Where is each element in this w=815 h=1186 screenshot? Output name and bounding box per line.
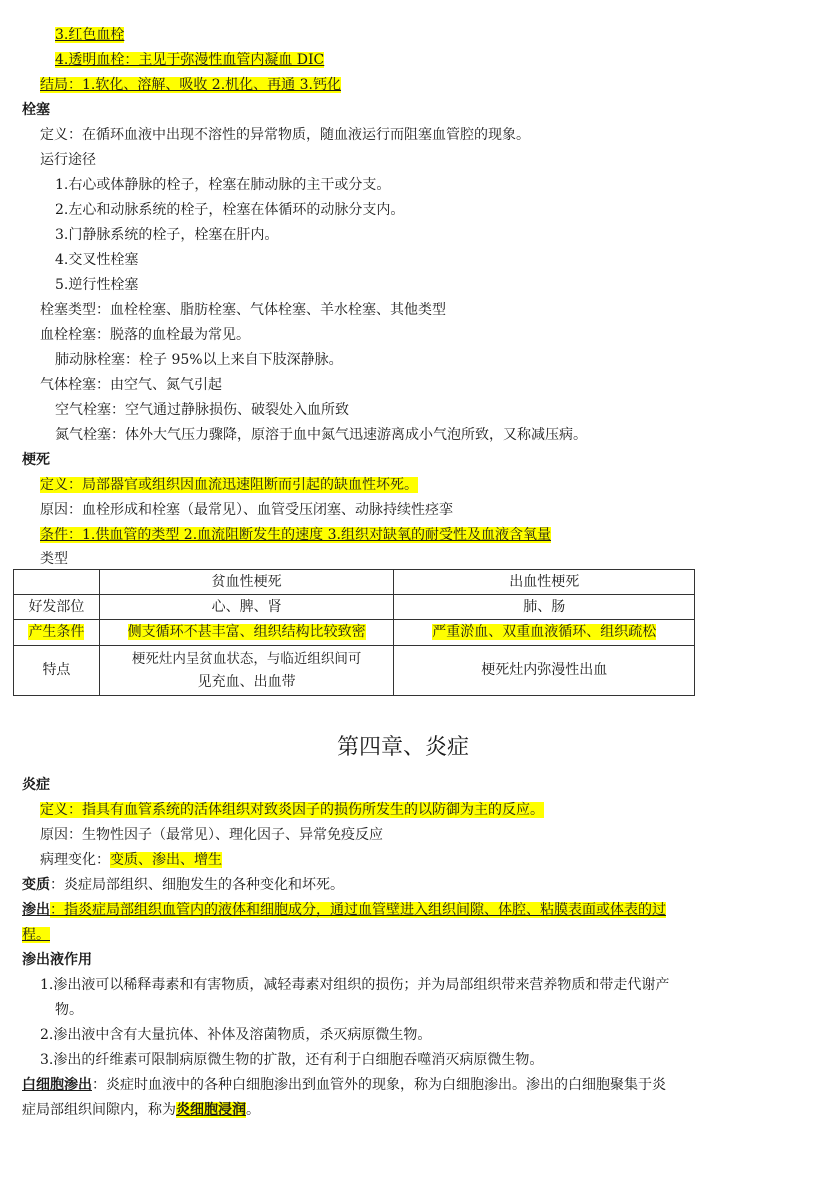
table-cell: 心、脾、肾 (99, 595, 394, 620)
table-cell: 侧支循环不甚丰富、组织结构比较致密 (99, 620, 394, 646)
exudate-heading: 渗出液作用 (22, 952, 92, 968)
embolism-route-4: 4.交叉性栓塞 (55, 252, 139, 268)
table-cell: 严重淤血、双重血液循环、组织疏松 (394, 620, 695, 646)
table-cell: 好发部位 (14, 595, 100, 620)
inflammation-definition: 定义：指具有血管系统的活体组织对致炎因子的损伤所发生的以防御为主的反应。 (40, 802, 544, 818)
table-header-row (14, 570, 695, 595)
exudate-function-1: 1.渗出液可以稀释毒素和有害物质，减轻毒素对组织的损伤；并为局部组织带来营养物质和带走代谢产 (40, 977, 670, 993)
inflammation-cause: 原因：生物性因子（最常见）、理化因子、异常免疫反应 (40, 827, 383, 843)
thrombus-red: 3.红色血栓 (55, 27, 125, 43)
exudate-function-2: 2.渗出液中含有大量抗体、补体及溶菌物质，杀灭病原微生物。 (40, 1027, 432, 1043)
chapter-title: 第四章、炎症 (337, 735, 470, 760)
table-row (14, 595, 695, 620)
infarction-type-table (13, 569, 695, 696)
embolism-definition: 定义：在循环血液中出现不溶性的异常物质，随血液运行而阻塞血管腔的现象。 (40, 127, 530, 143)
table-header-cell (14, 570, 100, 595)
table-header-cell: 贫血性梗死 (99, 570, 394, 595)
embolism-types: 栓塞类型：血栓栓塞、脂肪栓塞、气体栓塞、羊水栓塞、其他类型 (40, 302, 446, 318)
table-cell: 产生条件 (14, 620, 100, 646)
infarction-definition: 定义：局部器官或组织因血流迅速阻断而引起的缺血性坏死。 (40, 477, 418, 493)
embolism-route-3: 3.门静脉系统的栓子，栓塞在肝内。 (55, 227, 279, 243)
exudate-function-1-cont: 物。 (55, 1002, 83, 1018)
embolism-heading: 栓塞 (22, 102, 50, 118)
embolism-air: 空气栓塞：空气通过静脉损伤、破裂处入血所致 (55, 402, 349, 418)
alteration-definition: 变质：炎症局部组织、细胞发生的各种变化和坏死。 (22, 877, 344, 893)
leukocyte-exudation-line1: 白细胞渗出：炎症时血液中的各种白细胞渗出到血管外的现象，称为白细胞渗出。渗出的白细胞聚集于炎 (22, 1077, 666, 1093)
table-cell: 梗死灶内弥漫性出血 (394, 646, 695, 696)
thrombus-hyaline: 4.透明血栓：主见于弥漫性血管内凝血 DIC (55, 52, 325, 68)
embolism-nitrogen: 氮气栓塞：体外大气压力骤降，原溶于血中氮气迅速游离成小气泡所致，又称减压病。 (55, 427, 587, 443)
infarction-conditions: 条件：1.供血管的类型 2.血流阻断发生的速度 3.组织对缺氧的耐受性及血液含氧量 (40, 527, 551, 543)
infarction-heading: 梗死 (22, 452, 50, 468)
exudate-function-3: 3.渗出的纤维素可限制病原微生物的扩散，还有利于白细胞吞噬消灭病原微生物。 (40, 1052, 544, 1068)
leukocyte-exudation-line2: 症局部组织间隙内，称为炎细胞浸润。 (22, 1102, 260, 1118)
exudation-definition-line2: 程。 (22, 927, 50, 943)
table-cell: 肺、肠 (394, 595, 695, 620)
table-cell-line: 梗死灶内呈贫血状态，与临近组织间可 (131, 650, 362, 667)
table-cell (99, 646, 394, 696)
inflammation-pathology: 病理变化：变质、渗出、增生 (40, 852, 222, 868)
table-row (14, 620, 695, 646)
infarction-type-label: 类型 (40, 551, 68, 567)
exudation-definition-line1: 渗出：指炎症局部组织血管内的液体和细胞成分，通过血管壁进入组织间隙、体腔、粘膜表面或体表的过 (22, 902, 666, 918)
thrombus-outcome: 结局：1.软化、溶解、吸收 2.机化、再通 3.钙化 (40, 77, 341, 93)
embolism-thromboembolism: 血栓栓塞：脱落的血栓最为常见。 (40, 327, 250, 343)
inflammation-heading: 炎症 (22, 777, 50, 793)
embolism-route-5: 5.逆行性栓塞 (55, 277, 139, 293)
table-row (14, 646, 695, 696)
embolism-gas: 气体栓塞：由空气、氮气引起 (40, 377, 222, 393)
table-cell-line: 见充血、出血带 (197, 673, 296, 690)
table-cell: 特点 (14, 646, 100, 696)
embolism-route-heading: 运行途径 (40, 152, 96, 168)
embolism-pulmonary: 肺动脉栓塞：栓子 95%以上来自下肢深静脉。 (55, 352, 343, 368)
embolism-route-2: 2.左心和动脉系统的栓子，栓塞在体循环的动脉分支内。 (55, 202, 405, 218)
table-header-cell: 出血性梗死 (394, 570, 695, 595)
embolism-route-1: 1.右心或体静脉的栓子，栓塞在肺动脉的主干或分支。 (55, 177, 391, 193)
infarction-cause: 原因：血栓形成和栓塞（最常见）、血管受压闭塞、动脉持续性痉挛 (40, 502, 453, 518)
